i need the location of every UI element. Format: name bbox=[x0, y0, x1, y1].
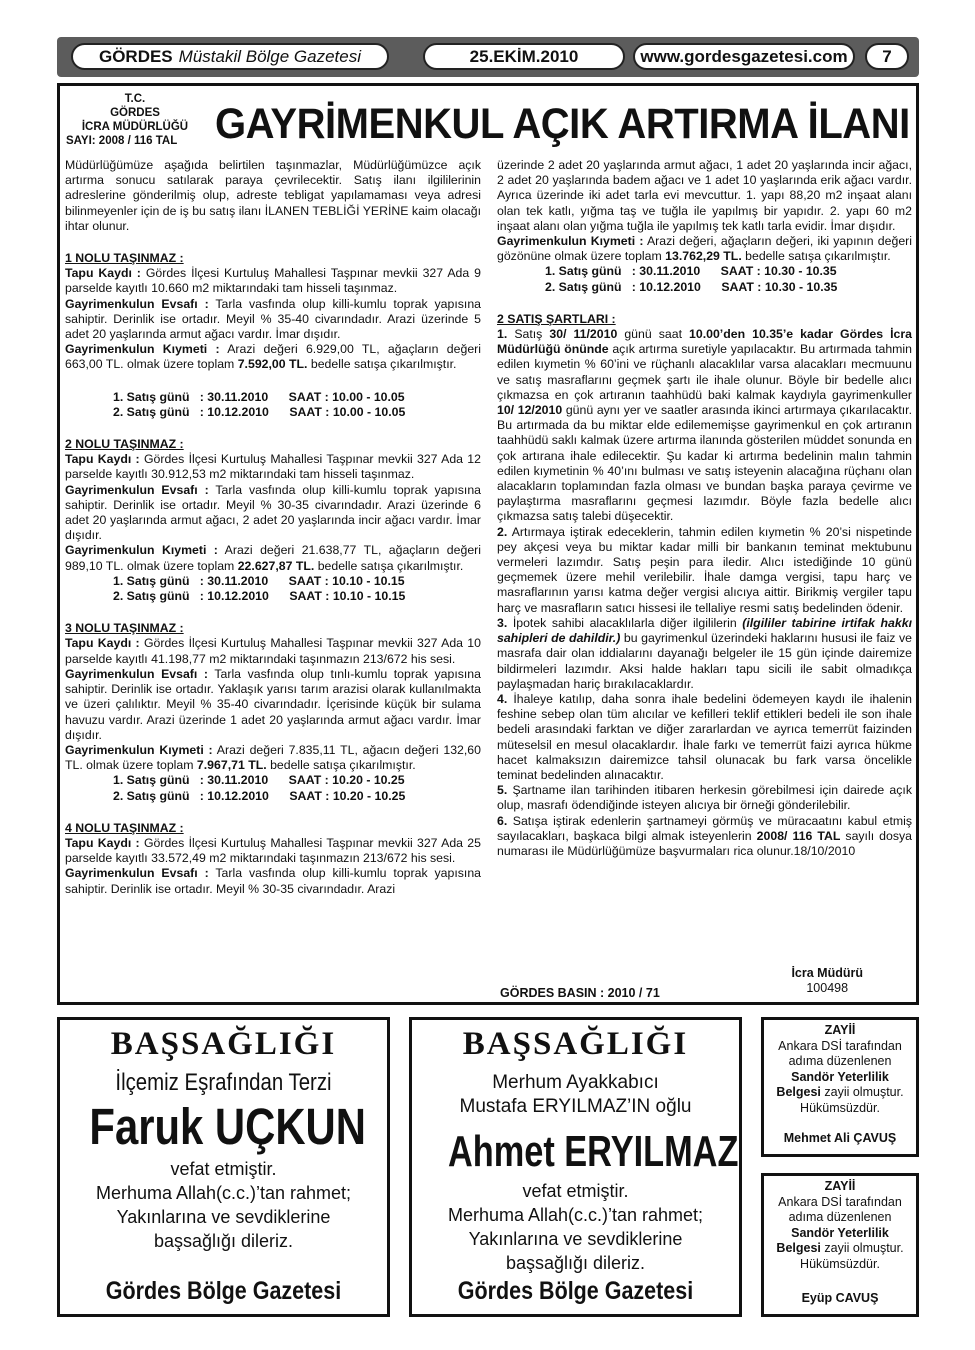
condolence-1-intro: İlçemiz Eşrafından Terzi bbox=[115, 1069, 332, 1096]
issue-date: 25.EKİM.2010 bbox=[423, 43, 625, 70]
lost-notice-2-title: ZAYİİ bbox=[824, 1179, 856, 1193]
parcel-4-evsaf-text: Tarla vasfında olup killi-kumlu toprak yapısına sahiptir. Derinlik ise ortadır. Meyil % 30-35 civarındadır. Arazi bbox=[65, 866, 481, 896]
page-header bbox=[57, 37, 919, 77]
lost-notice-2 bbox=[761, 1173, 919, 1317]
parcel-1-sale-1: 1. Satış günü : 30.11.2010 SAAT : 10.00 - 10.05 bbox=[113, 389, 405, 404]
lost-notice-1-l4a: Belgesi bbox=[776, 1085, 821, 1099]
condolence-1-title: BAŞSAĞLIĞI bbox=[110, 1026, 337, 1062]
parcel-2-sale-1: 1. Satış günü : 30.11.2010 SAAT : 10.10 - 10.15 bbox=[113, 573, 405, 588]
website: www.gordesgazetesi.com bbox=[633, 43, 855, 70]
lost-notice-2-l3: Sandör Yeterlilik bbox=[791, 1225, 889, 1240]
term-1-date-2: 10/ 12/2010 bbox=[497, 403, 563, 418]
parcel-1-kiymet bbox=[65, 342, 481, 372]
parcel-2-evsaf bbox=[65, 483, 481, 544]
condolence-2-intro-1: Merhum Ayakkabıcı bbox=[492, 1072, 659, 1093]
term-6-file: 2008/ 116 TAL bbox=[756, 828, 841, 843]
lost-notice-2-l2: adıma düzenlenen bbox=[788, 1210, 892, 1224]
parcel-3-evsaf-text: Tarla vasfında olup tınlı-kumlu toprak yapısına sahiptir. Derinlik ise ortadır. Yaklaşık yarısı tarım arazisi olarak kullanılmakta ve üzeri çalılıktır. Meyil % 35-40 civarındadır. İçerisinde küçük bir sulama havuzu vardır. Arazi üzerinde 1 adet 20 yaşlarında armut ağacı vardır. İmar dışıdır. bbox=[65, 666, 481, 742]
parcel-3-kiymet bbox=[65, 743, 481, 773]
parcel-1-kiymet-text: Arazi değeri 6.929,00 TL, ağaçların değeri 663,00 TL. olmak üzere toplam bbox=[65, 342, 481, 372]
term-3-b: bu gayrimenkul üzerindeki haklarını hususi ile faiz ve masrafa dair olan iddialarını dayanağı belgeler ile 15 gün içinde dairemize bildirmeleri lazımdır. Aksi halde hakları tapu sicili ile sabit olmadıkça paylaşmadan hariç bırakılacaklardır. bbox=[497, 631, 913, 691]
parcel-3-title: 3 NOLU TAŞINMAZ : bbox=[65, 621, 184, 636]
parcel-3-kiymet-end: bedelle satışa çıkarılmıştır. bbox=[270, 758, 416, 773]
parcel-2-total: 22.627,87 TL. bbox=[237, 558, 315, 573]
parcel-2-kiymet bbox=[65, 543, 481, 573]
term-4-text: İhaleye katılıp, daha sonra ihale bedelini ödemeyen kaydı ile ihalenin feshine sebep olan tüm alıcılar ve kefilleri teklif ettikleri bedeli ile son ihale bedeli arasındaki farktan ve diğer zararlardan ve ayrıca temerrüt faizinden müteselsil en mesul olacaklardır. İhale farkı ve temerrüt faizi ayrıca hükme hacet kalmaksızın dairemizce tahsil olunacak bu fark varsa öncelikle teminat bedelinden alınacaktır. bbox=[497, 691, 913, 782]
term-1-c: açık artırma suretiyle yapılacaktır. Bu artırmada tahmin edilen kıymetin % 60’ini ve rüçhanlı alacaklılar varsa alacakları mecmuunu ve satış masraflarını geçmek şartı ile ihale olunur. Böyle bir bedelle alıcı çıkmazsa en çok artıranın taahhüdü baki kalmak kaydıyla gayrimenkuller bbox=[497, 342, 912, 402]
signature-number: 100498 bbox=[806, 981, 849, 995]
term-1 bbox=[497, 327, 912, 525]
intro-text: Müdürlüğümüze aşağıda belirtilen taşınmazlar, Müdürlüğümüzce açık artırma sonucu satılarak paraya çevrilecektir. Satış ilanı ilgililerinin adreslerine gönderilmiş olup, adreste tebligat yapılamaması veya adresi bilinmeyenler için de iş bu satış ilanı İLANEN TEBLİĞİ YERİNE kaim olacağı ihtar olunur. bbox=[65, 158, 481, 233]
lost-notice-2-l4b: zayii olmuştur. bbox=[824, 1241, 904, 1255]
parcel-1-title: 1 NOLU TAŞINMAZ : bbox=[65, 251, 184, 266]
parcel-4-evsaf-cont: üzerinde 2 adet 20 yaşlarında armut ağacı, 1 adet 20 yaşlarında incir ağacı, 2 adet 20 yaşlarında badem ağacı ve 1 adet 10 yaşlarında erik ağacı vardır. Ayrıca üzerinde iki adet tarla evi mevcuttur. 1. yapı 88,20 m2 inşaat alanı olan tek katlı, yığma taş ve tuğla ile yapılmış bir yapıdır. 2. yapı 60 m2 inşaat alanı olan yığma tuğla ile yapılmış tek katlı tarla evidir. İmar dışıdır. bbox=[497, 158, 912, 233]
label-evsaf: Gayrimenkulun Evsafı : bbox=[65, 482, 209, 497]
term-6-a: Satışa iştirak edenlerin şartnameyi görmüş ve müracaatını kabul etmiş sayılacakları, başkaca bilgi almak isteyenlerin bbox=[497, 813, 912, 843]
parcel-1-evsaf bbox=[65, 297, 481, 343]
parcel-4-tapu bbox=[65, 836, 481, 866]
parcel-3-tapu-text: Gördes İlçesi Kurtuluş Mahallesi Taşpınar mevkii 327 Ada 10 parselde kayıtlı 41.198,77 m2 miktarındaki taşınmazın 213/672 his sesi. bbox=[65, 636, 481, 666]
condolence-1-l2: vefat etmiştir. bbox=[170, 1159, 277, 1179]
label-kiymet: Gayrimenkulun Kıymeti : bbox=[497, 234, 644, 249]
auction-notice bbox=[57, 83, 919, 1005]
label-evsaf: Gayrimenkulun Evsafı : bbox=[65, 866, 209, 881]
condolence-1-footer: Gördes Bölge Gazetesi bbox=[105, 1277, 342, 1305]
parcel-1-total: 7.592,00 TL. bbox=[237, 357, 308, 372]
parcel-4-total: 13.762,29 TL. bbox=[665, 249, 742, 264]
term-5-num: 5. bbox=[497, 783, 508, 798]
label-evsaf: Gayrimenkulun Evsafı : bbox=[65, 296, 209, 311]
parcel-4-title: 4 NOLU TAŞINMAZ : bbox=[65, 820, 184, 835]
parcel-3-total: 7.967,71 TL. bbox=[196, 758, 267, 773]
term-3-num: 3. bbox=[497, 615, 508, 630]
paper-name: GÖRDES bbox=[98, 46, 173, 66]
condolence-2-intro-2: Mustafa ERYILMAZ’IN oğlu bbox=[459, 1096, 692, 1117]
parcel-4-kiymet-text: Arazi değeri, ağaçların değeri, iki yapının değeri gözönüne olmak üzere toplam bbox=[497, 234, 912, 264]
signature-block bbox=[791, 966, 863, 996]
parcel-3-tapu bbox=[65, 636, 481, 666]
lost-notice-1-title: ZAYİİ bbox=[824, 1023, 856, 1037]
term-1-a: Satış bbox=[514, 327, 543, 342]
page-number: 7 bbox=[865, 43, 909, 70]
lost-notice-2-l1: Ankara DSİ tarafından bbox=[778, 1194, 902, 1209]
court-line-icra: İCRA MÜDÜRLÜĞÜ bbox=[81, 121, 189, 133]
parcel-2-tapu-text: Gördes İlçesi Kurtuluş Mahallesi Taşpınar mevkii 327 Ada 12 parselde kayıtlı 30.912,53 m2 miktarındaki tam hisseli taşınmaz. bbox=[65, 452, 481, 482]
condolence-2-name: Ahmet ERYILMAZ bbox=[447, 1127, 739, 1176]
lost-notice-1-l4b: zayii olmuştur. bbox=[824, 1085, 904, 1099]
parcel-2-kiymet-end: bedelle satışa çıkarılmıştır. bbox=[317, 558, 464, 573]
term-1-d: günü aynı yer ve saatler arasında ikinci artırmaya çıkarılacaktır. Bu artırmada da bu miktar elde edilememişse gayrimenkul en çok artıranın taahhüdü saklı kalmak üzere artırma ilanında gösterilen müddet sonunda en çok artırana ihale edilecektir. Şu kadar ki artırma bedelinin malın tahmin edilen kıymetinin % 40’ını bulması ve satış isteyenin alacağına rüçhanı olan alacakların toplamından fazla olması ve bundan başka paraya çevirme ve paylaştırma masraflarını geçmesi lazımdır. Böyle fazla bedelle alıcı çıkmazsa satış talebi düşecektir. bbox=[497, 403, 913, 524]
parcel-3-sale-2: 2. Satış günü : 10.12.2010 SAAT : 10.20 - 10.25 bbox=[113, 788, 406, 803]
term-6-num: 6. bbox=[497, 813, 508, 828]
terms-title: 2 SATIŞ ŞARTLARI : bbox=[497, 311, 616, 326]
label-kiymet: Gayrimenkulun Kıymeti : bbox=[65, 742, 213, 757]
lost-notice-1-l4 bbox=[764, 1085, 916, 1101]
condolence-1-name: Faruk UÇKUN bbox=[89, 1098, 366, 1155]
term-1-b: günü saat bbox=[624, 327, 682, 342]
parcel-2-title: 2 NOLU TAŞINMAZ : bbox=[65, 437, 184, 452]
lost-notice-2-l5: Hükümsüzdür. bbox=[800, 1256, 880, 1271]
lost-notice-1 bbox=[761, 1017, 919, 1157]
parcel-1-kiymet-end: bedelle satışa çıkarılmıştır. bbox=[310, 357, 457, 372]
condolence-2-title: BAŞSAĞLIĞI bbox=[462, 1026, 689, 1062]
parcel-4-tapu-text: Gördes İlçesi Kurtuluş Mahallesi Taşpınar mevkii 327 Ada 25 parselde kayıtlı 33.572,49 m2 miktarındaki taşınmazın 213/672 his sesi. bbox=[65, 835, 481, 866]
lost-notice-1-l2: adıma düzenlenen bbox=[788, 1054, 892, 1068]
parcel-1-tapu-text: Gördes İlçesi Kurtuluş Mahallesi Taşpınar mevkii 327 Ada 9 parselde kayıtlı 10.660 m2 miktarındaki tam hisseli taşınmaz. bbox=[65, 266, 482, 296]
label-kiymet: Gayrimenkulun Kıymeti : bbox=[65, 543, 218, 558]
lost-notice-1-l5: Hükümsüzdür. bbox=[800, 1100, 880, 1115]
term-5 bbox=[497, 783, 912, 813]
right-column bbox=[497, 158, 912, 859]
term-4 bbox=[497, 692, 912, 783]
parcel-4-evsaf bbox=[65, 866, 481, 896]
term-6 bbox=[497, 814, 912, 860]
term-2 bbox=[497, 525, 912, 616]
parcel-2-tapu bbox=[65, 452, 481, 482]
parcel-1-sale-2: 2. Satış günü : 10.12.2010 SAAT : 10.00 - 10.05 bbox=[113, 404, 406, 419]
parcel-4-kiymet bbox=[497, 234, 912, 264]
parcel-1-evsaf-text: Tarla vasfında olup killi-kumlu toprak yapısına sahiptir. Derinlik ise ortadır. Meyil % 35-40 civarındadır. Arazi üzerinde 5 adet 20 yaşlarında armut ağacı vardır. İmar dışıdır. bbox=[65, 296, 481, 342]
parcel-3-kiymet-text: Arazi değeri 7.835,11 TL, ağacın değeri 132,60 TL. olmak üzere toplam bbox=[65, 742, 481, 773]
parcel-4-sale-2: 2. Satış günü : 10.12.2010 SAAT : 10.30 - 10.35 bbox=[545, 279, 838, 294]
lost-notice-2-l4 bbox=[764, 1241, 916, 1257]
label-tapu: Tapu Kaydı : bbox=[65, 452, 140, 467]
term-1-num: 1. bbox=[497, 327, 508, 342]
lost-notice-1-name: Mehmet Ali ÇAVUŞ bbox=[783, 1130, 897, 1145]
parcel-2-sale-2: 2. Satış günü : 10.12.2010 SAAT : 10.10 - 10.15 bbox=[113, 589, 406, 604]
lost-notice-2-name: Eyüp CAVUŞ bbox=[801, 1290, 879, 1305]
court-block bbox=[60, 92, 210, 148]
parcel-3-sale-1: 1. Satış günü : 30.11.2010 SAAT : 10.20 - 10.25 bbox=[113, 773, 405, 788]
term-2-text: Artırmaya iştirak edeceklerin, tahmin edilen kıymetin % 20’si nispetinde pey akçesi veya bu miktar kadar milli bir bankanın teminat mektubunu vermeleri lazımdır. Satış peşin para iledir. Alıcı istediğinde 10 günü geçmemek üzere mehil verilebilir. İhale damga vergisi, tapu harç ve masraflarının yarısı katma değer vergisi alıcıya aittir. Birikmiş vergiler tapu harç ve masrafların satıcı hissesi ile tellaliye resmi satış bedelinden ödenir. bbox=[497, 524, 912, 615]
condolence-1-l5: başsağlığı dileriz. bbox=[153, 1231, 294, 1251]
label-tapu: Tapu Kaydı : bbox=[65, 636, 140, 651]
parcel-2-evsaf-text: Tarla vasfında olup killi-kumlu toprak yapısına sahiptir. Derinlik ise ortadır. Meyil % 30-35 civarındadır. Arazi üzerinde 6 adet 20 yaşlarında armut ağacı, 2 adet 20 yaşlarında incir ağacı vardır. İmar dışıdır. bbox=[65, 482, 481, 543]
label-kiymet: Gayrimenkulun Kıymeti : bbox=[65, 342, 220, 357]
term-2-num: 2. bbox=[497, 524, 508, 539]
term-1-date: 30/ 11/2010 bbox=[549, 327, 618, 342]
condolence-2-l2: vefat etmiştir. bbox=[522, 1181, 629, 1201]
parcel-4-sale-1: 1. Satış günü : 30.11.2010 SAAT : 10.30 - 10.35 bbox=[545, 264, 837, 279]
term-3 bbox=[497, 616, 912, 692]
term-4-num: 4. bbox=[497, 691, 508, 706]
left-column bbox=[65, 158, 481, 897]
parcel-2-kiymet-text: Arazi değeri 21.638,77 TL, ağaçların değeri 989,10 TL. olmak üzere toplam bbox=[65, 543, 481, 573]
parcel-1-tapu bbox=[65, 266, 481, 296]
term-6-b: sayılı dosya numarası ile Müdürlüğümüze başvurmaları rica olunur.18/10/2010 bbox=[497, 828, 912, 858]
label-evsaf: Gayrimenkulun Evsafı : bbox=[65, 666, 208, 681]
paper-name-pill bbox=[71, 43, 389, 70]
term-3-note: (ilgililer tabirine irtifak hakkı sahipleri de dahildir.) bbox=[497, 615, 912, 646]
condolence-ad-1 bbox=[57, 1017, 390, 1317]
parcel-4-kiymet-end: bedelle satışa çıkarılmıştır. bbox=[745, 249, 891, 264]
court-line-sayi: SAYI: 2008 / 116 TAL bbox=[66, 135, 178, 147]
term-1-place: 10.00’den 10.35’e kadar Gördes İcra Müdürlüğü önünde bbox=[497, 327, 913, 357]
notice-title: GAYRİMENKUL AÇIK ARTIRMA İLANI bbox=[215, 100, 910, 148]
press-ref: GÖRDES BASIN : 2010 / 71 bbox=[500, 986, 660, 1000]
condolence-2-l5: başsağlığı dileriz. bbox=[505, 1253, 646, 1273]
court-line-gordes: GÖRDES bbox=[110, 107, 160, 119]
label-tapu: Tapu Kaydı : bbox=[65, 835, 140, 850]
label-tapu: Tapu Kaydı : bbox=[65, 266, 141, 281]
condolence-2-footer: Gördes Bölge Gazetesi bbox=[457, 1277, 694, 1305]
signature-title: İcra Müdürü bbox=[791, 966, 863, 980]
lost-notice-2-l4a: Belgesi bbox=[776, 1241, 821, 1255]
lost-notice-1-l3: Sandör Yeterlilik bbox=[791, 1069, 889, 1084]
condolence-1-l3: Merhuma Allah(c.c.)’tan rahmet; bbox=[95, 1183, 352, 1203]
lost-notice-1-l1: Ankara DSİ tarafından bbox=[778, 1038, 902, 1053]
court-line-tc: T.C. bbox=[124, 93, 146, 105]
paper-subtitle: Müstakil Bölge Gazetesi bbox=[178, 46, 362, 66]
condolence-2-l3: Merhuma Allah(c.c.)’tan rahmet; bbox=[447, 1205, 704, 1225]
parcel-3-evsaf bbox=[65, 667, 481, 743]
condolence-ad-2 bbox=[409, 1017, 742, 1317]
term-5-text: Şartname ilan tarihinden itibaren herkesin görebilmesi için dairede açık olup, masrafı ödendiğinde isteyen alıcıya bir örneği gönderilebilir. bbox=[497, 783, 912, 813]
condolence-1-l4: Yakınlarına ve sevdiklerine bbox=[116, 1207, 331, 1227]
condolence-2-l4: Yakınlarına ve sevdiklerine bbox=[468, 1229, 683, 1249]
term-3-a: İpotek sahibi alacaklılarla diğer ilgililerin bbox=[512, 615, 737, 630]
